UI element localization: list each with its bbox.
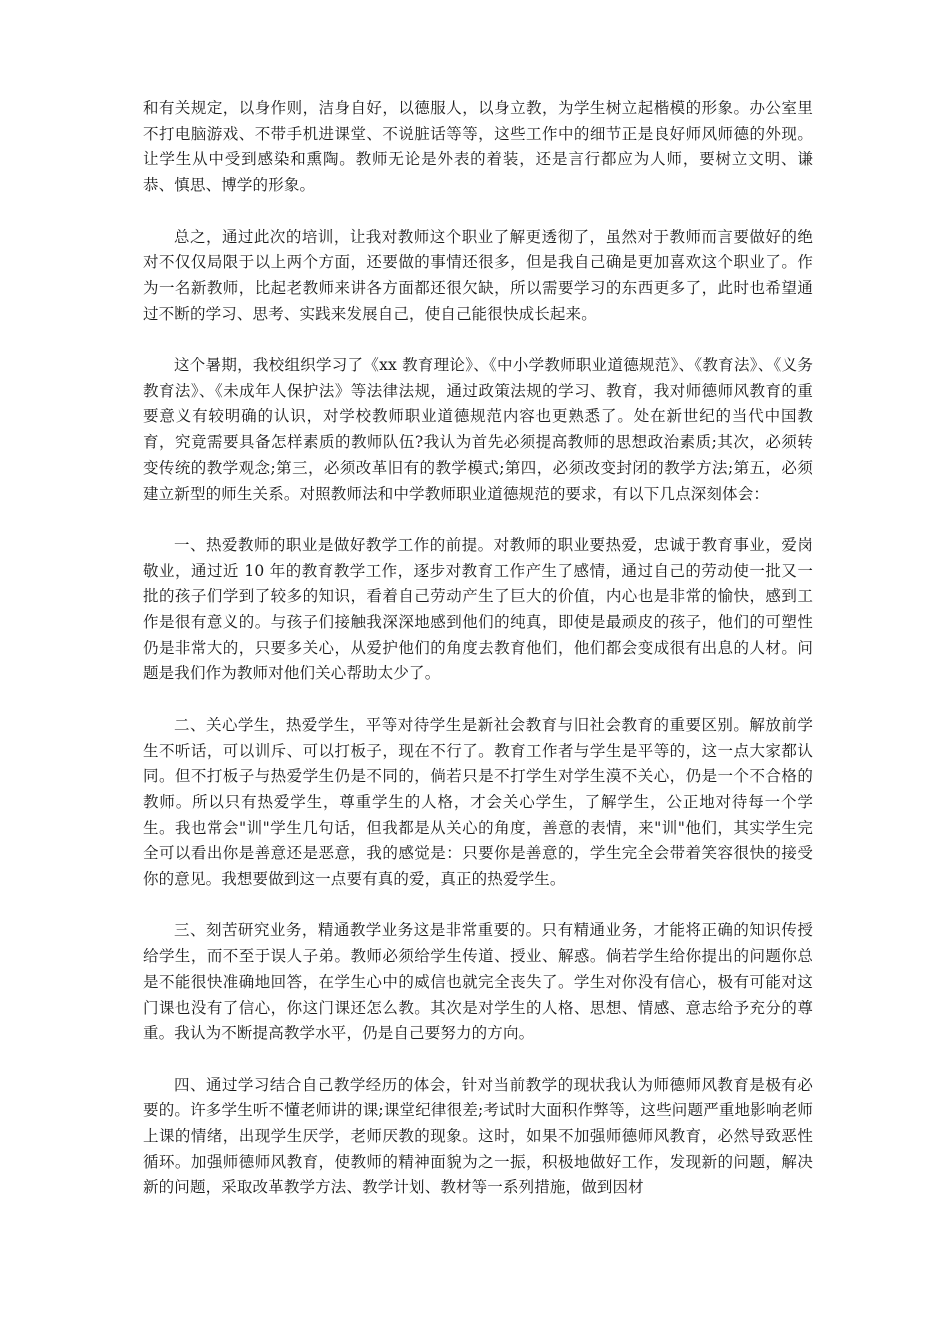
paragraph-7: 四、通过学习结合自己教学经历的体会，针对当前教学的现状我认为师德师风教育是极有必要的。许多学生听不懂老师讲的课;课堂纪律很差;考试时大面积作弊等，这些问题严重地影响老师上课的情绪，出现学生厌学，老师厌教的现象。这时，如果不加强师德师风教育，必然导致恶性循环。加强师德师风教育，使教师的精神面貌为之一振，积极地做好工作，发现新的问题，解决新的问题，采取改革教学方法、教学计划、教材等一系列措施，做到因材 — [143, 1075, 813, 1197]
paragraph-1: 和有关规定，以身作则，洁身自好，以德服人，以身立教，为学生树立起楷模的形象。办公室里不打电脑游戏、不带手机进课堂、不说脏话等等，这些工作中的细节正是良好师风师德的外现。让学生从中受到感染和熏陶。教师无论是外表的着装，还是言行都应为人师，要树立文明、谦恭、慎思、博学的形象。 — [143, 99, 813, 195]
paragraph-5: 二、关心学生，热爱学生，平等对待学生是新社会教育与旧社会教育的重要区别。解放前学生不听话，可以训斥、可以打板子，现在不行了。教育工作者与学生是平等的，这一点大家都认同。但不打板子与热爱学生仍是不同的，倘若只是不打学生对学生漠不关心，仍是一个不合格的教师。所以只有热爱学生，尊重学生的人格，才会关心学生，了解学生，公正地对待每一个学生。我也常会"训"学生几句话，但我都是从关心的角度，善意的表情，来"训"他们，其实学生完全可以看出你是善意还是恶意，我的感觉是：只要你是善意的，学生完全会带着笑容很快的接受你的意见。我想要做到这一点要有真的爱，真正的热爱学生。 — [143, 715, 813, 889]
paragraph-3: 这个暑期，我校组织学习了《xx 教育理论》、《中小学教师职业道德规范》、《教育法》、《义务教育法》、《未成年人保护法》等法律法规，通过政策法规的学习、教育，我对师德师风教育的重要意义有较明确的认识，对学校教师职业道德规范内容也更熟悉了。处在新世纪的当代中国教育，究竟需要具备怎样素质的教师队伍?我认为首先必须提高教师的思想政治素质;其次，必须转变传统的教学观念;第三，必须改革旧有的教学模式;第四，必须改变封闭的教学方法;第五，必须建立新型的师生关系。对照教师法和中学教师职业道德规范的要求，有以下几点深刻体会： — [143, 356, 813, 503]
document-body — [143, 96, 813, 1201]
paragraph-4: 一、热爱教师的职业是做好教学工作的前提。对教师的职业要热爱，忠诚于教育事业，爱岗敬业，通过近 10 年的教育教学工作，逐步对教育工作产生了感情，通过自己的劳动使一批又一批的孩子们学到了较多的知识，看着自己劳动产生了巨大的价值，内心也是非常的愉快，感到工作是很有意义的。与孩子们接触我深深地感到他们的纯真，即使是最顽皮的孩子，他们的可塑性仍是非常大的，只要多关心，从爱护他们的角度去教育他们，他们都会变成很有出息的人材。问题是我们作为教师对他们关心帮助太少了。 — [143, 535, 813, 683]
paragraph-2: 总之，通过此次的培训，让我对教师这个职业了解更透彻了，虽然对于教师而言要做好的绝对不仅仅局限于以上两个方面，还要做的事情还很多，但是我自己确是更加喜欢这个职业了。作为一名新教师，比起老教师来讲各方面都还很欠缺，所以需要学习的东西更多了，此时也希望通过不断的学习、思考、实践来发展自己，使自己能很快成长起来。 — [143, 227, 813, 323]
paragraph-6: 三、刻苦研究业务，精通教学业务这是非常重要的。只有精通业务，才能将正确的知识传授给学生，而不至于误人子弟。教师必须给学生传道、授业、解惑。倘若学生给你提出的问题你总是不能很快准确地回答，在学生心中的威信也就完全丧失了。学生对你没有信心，极有可能对这门课也没有了信心，你这门课还怎么教。其次是对学生的人格、思想、情感、意志给予充分的尊重。我认为不断提高教学水平，仍是自己要努力的方向。 — [143, 921, 813, 1043]
